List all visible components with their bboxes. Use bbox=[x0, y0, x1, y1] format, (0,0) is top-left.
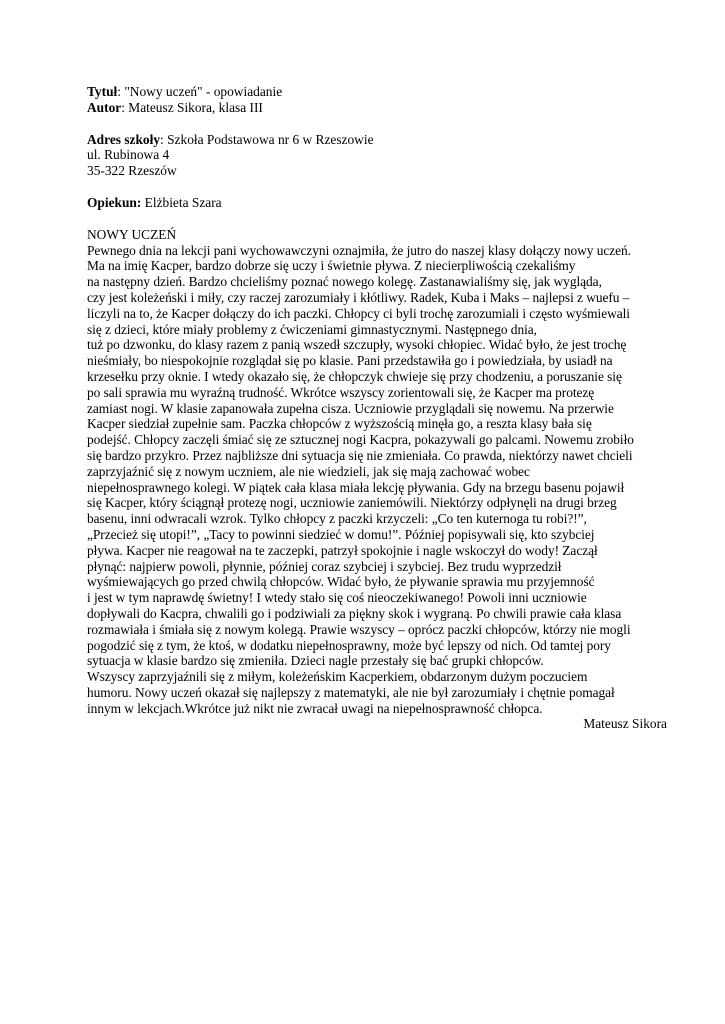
document-page bbox=[87, 84, 667, 732]
title-value: : "Nowy uczeń" - opowiadanie bbox=[117, 84, 283, 99]
story-line: rozmawiała i śmiała się z nowym kolegą. Prawie wszyscy – oprócz paczki chłopców, którzy nie mogli bbox=[87, 621, 631, 637]
story-line: Wszyscy zaprzyjaźnili się z miłym, koleżeńskim Kacperkiem, obdarzonym dużym poczuciem bbox=[87, 669, 588, 685]
story-body bbox=[87, 243, 667, 717]
address-city: 35-322 Rzeszów bbox=[87, 163, 177, 179]
story-line: nieśmiały, bo niespokojnie rozglądał się po klasie. Pani przedstawiła go i powiedziała, by usiadł na bbox=[87, 353, 613, 369]
story-line: sytuacja w klasie bardzo się zmieniła. Dzieci nagle przestały się bać grupki chłopców. bbox=[87, 653, 544, 669]
story-line: innym w lekcjach.Wkrótce już nikt nie zwracał uwagi na niepełnosprawność chłopca. bbox=[87, 700, 543, 716]
story-line: liczyli na to, że Kacper dołączy do ich paczki. Chłopcy ci byli trochę zarozumiali i często wyśmiewali bbox=[87, 305, 630, 321]
title-label: Tytuł bbox=[87, 84, 118, 99]
author-value: : Mateusz Sikora, klasa III bbox=[121, 99, 263, 115]
guardian-value: Elżbieta Szara bbox=[141, 194, 222, 210]
story-line: się bardzo przykro. Przez najbliższe dni sytuacja się nie zmieniała. Co prawda, niektórzy nawet chcieli bbox=[87, 447, 633, 463]
story-heading: NOWY UCZEŃ bbox=[87, 226, 177, 242]
story-line: krzesełku przy oknie. I wtedy okazało się, że chłopczyk chwieje się przy chodzeniu, a poruszanie się bbox=[87, 368, 622, 384]
story-line: basenu, inni odwracali wzrok. Tylko chłopcy z paczki krzyczeli: „Co ten kuternoga tu robi?!”, bbox=[87, 511, 587, 527]
story-line: zamiast nogi. W klasie zapanowała zupełna cisza. Uczniowie przyglądali się nowemu. Na przerwie bbox=[87, 400, 614, 416]
spacer bbox=[87, 116, 667, 132]
author-line bbox=[87, 100, 667, 116]
spacer bbox=[87, 179, 667, 195]
story-line: się Kacper, który ściągnął protezę nogi, uczniowie zaniemówili. Niektórzy odpłynęli na drugi brzeg bbox=[87, 495, 617, 511]
story-line: się z dzieci, które miały problemy z ćwiczeniami gimnastycznymi. Następnego dnia, bbox=[87, 321, 537, 337]
story-line: niepełnosprawnego kolegi. W piątek cała klasa miała lekcję pływania. Gdy na brzegu basenu pojawił bbox=[87, 479, 625, 495]
story-line: czy jest koleżeński i miły, czy raczej zarozumiały i kłótliwy. Radek, Kuba i Maks – najlepsi z wuefu – bbox=[87, 289, 630, 305]
story-line: Ma na imię Kacper, bardzo dobrze się uczy i świetnie pływa. Z niecierpliwością czekaliśmy bbox=[87, 258, 576, 274]
school-line bbox=[87, 132, 667, 148]
author-label: Autor bbox=[87, 99, 122, 115]
story-line: tuż po dzwonku, do klasy razem z panią wszedł szczupły, wysoki chłopiec. Widać było, że jest trochę bbox=[87, 337, 627, 353]
story-line: podejść. Chłopcy zaczęli śmiać się ze sztucznej nogi Kacpra, pokazywali go palcami. Nowemu zrobiło bbox=[87, 432, 634, 448]
title-line bbox=[87, 84, 667, 100]
story-line: Pewnego dnia na lekcji pani wychowawczyni oznajmiła, że jutro do naszej klasy dołączy nowy uczeń. bbox=[87, 242, 631, 258]
story-line: „Przecież się utopi!”, „Tacy to powinni siedzieć w domu!”. Później popisywali się, kto szybciej bbox=[87, 526, 595, 542]
story-line: po sali sprawia mu wyraźną trudność. Wkrótce wszyscy zorientowali się, że Kacper ma protezę bbox=[87, 384, 595, 400]
story-line: zaprzyjaźnić się z nowym uczniem, ale nie wiedzieli, jak się mają zachować wobec bbox=[87, 463, 530, 479]
story-line: pogodzić się z tym, że ktoś, w dodatku niepełnosprawny, może być lepszy od nich. Od tamtej pory bbox=[87, 637, 611, 653]
guardian-label: Opiekun: bbox=[87, 194, 142, 210]
guardian-line bbox=[87, 195, 667, 211]
school-label: Adres szkoły bbox=[87, 131, 161, 147]
story-line: i jest w tym naprawdę świetny! I wtedy stało się coś nieoczekiwanego! Powoli inni uczniowie bbox=[87, 590, 587, 606]
spacer bbox=[87, 211, 667, 227]
address-street: ul. Rubinowa 4 bbox=[87, 147, 170, 163]
story-line: na następny dzień. Bardzo chcieliśmy poznać nowego kolegę. Zastanawialiśmy się, jak wygląda, bbox=[87, 274, 602, 290]
author-signature: Mateusz Sikora bbox=[583, 716, 667, 732]
story-line: płynąć: najpierw powoli, płynnie, później coraz szybciej i szybciej. Bez trudu wyprzedził bbox=[87, 558, 562, 574]
story-line: humoru. Nowy uczeń okazał się najlepszy z matematyki, ale nie był zarozumiały i chętnie pomagał bbox=[87, 684, 615, 700]
story-line: wyśmiewających go przed chwilą chłopców. Widać było, że pływanie sprawia mu przyjemność bbox=[87, 574, 595, 590]
school-value: : Szkoła Podstawowa nr 6 w Rzeszowie bbox=[160, 131, 374, 147]
story-line: pływa. Kacper nie reagował na te zaczepki, patrzył spokojnie i nagle wskoczył do wody! Zaczął bbox=[87, 542, 598, 558]
story-line: Kacper siedział zupełnie sam. Paczka chłopców z wyższością minęła go, a reszta klasy bała się bbox=[87, 416, 592, 432]
story-line: dopływali do Kacpra, chwalili go i podziwiali za piękny skok i wygraną. Po chwili prawie cała klasa bbox=[87, 605, 622, 621]
